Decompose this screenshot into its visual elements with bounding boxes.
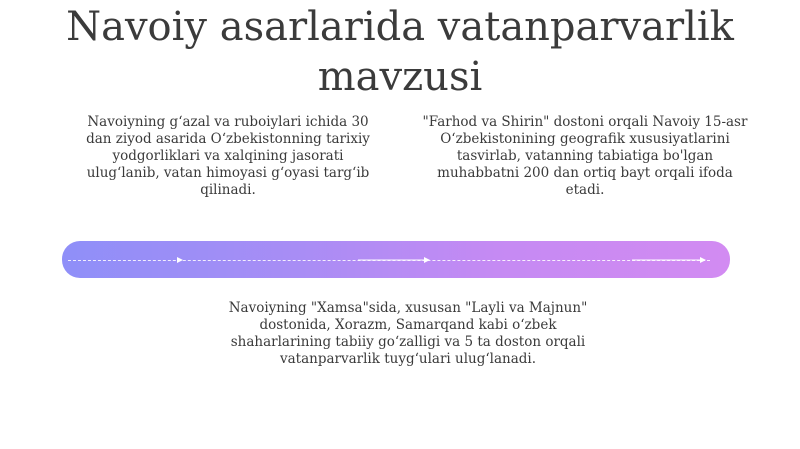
timeline-solid-segment	[632, 259, 702, 260]
text-block-bottom: Navoiyning "Xamsa"sida, xususan "Layli va Majnun" dostonida, Xorazm, Samarqand kabi o‘zbek shaharlarining tabiiy go‘zalligi va 5 ta doston orqali vatanparvarlik tuyg‘ulari ulug‘lanadi.	[228, 300, 588, 367]
arrow-right-icon	[424, 257, 430, 263]
page-title: Navoiy asarlarida vatanparvarlik mavzusi	[66, 4, 734, 100]
text-block-right: "Farhod va Shirin" dostoni orqali Navoiy 15-asr O‘zbekistonining geografik xususiyatlarini tasvirlab, vatanning tabiatiga bo'lgan muhabbatni 200 dan ortiq bayt orqali ifoda etadi.	[422, 114, 748, 198]
text-block-left: Navoiyning g‘azal va ruboiylari ichida 30 dan ziyod asarida O‘zbekistonning tarixiy yodgorliklari va xalqining jasorati ulug‘lanib, vatan himoyasi g‘oyasi targ‘ib qilinadi.	[86, 114, 370, 198]
timeline-bar	[62, 241, 730, 278]
arrow-right-icon	[177, 257, 183, 263]
timeline-solid-segment	[358, 259, 428, 260]
arrow-right-icon	[700, 257, 706, 263]
